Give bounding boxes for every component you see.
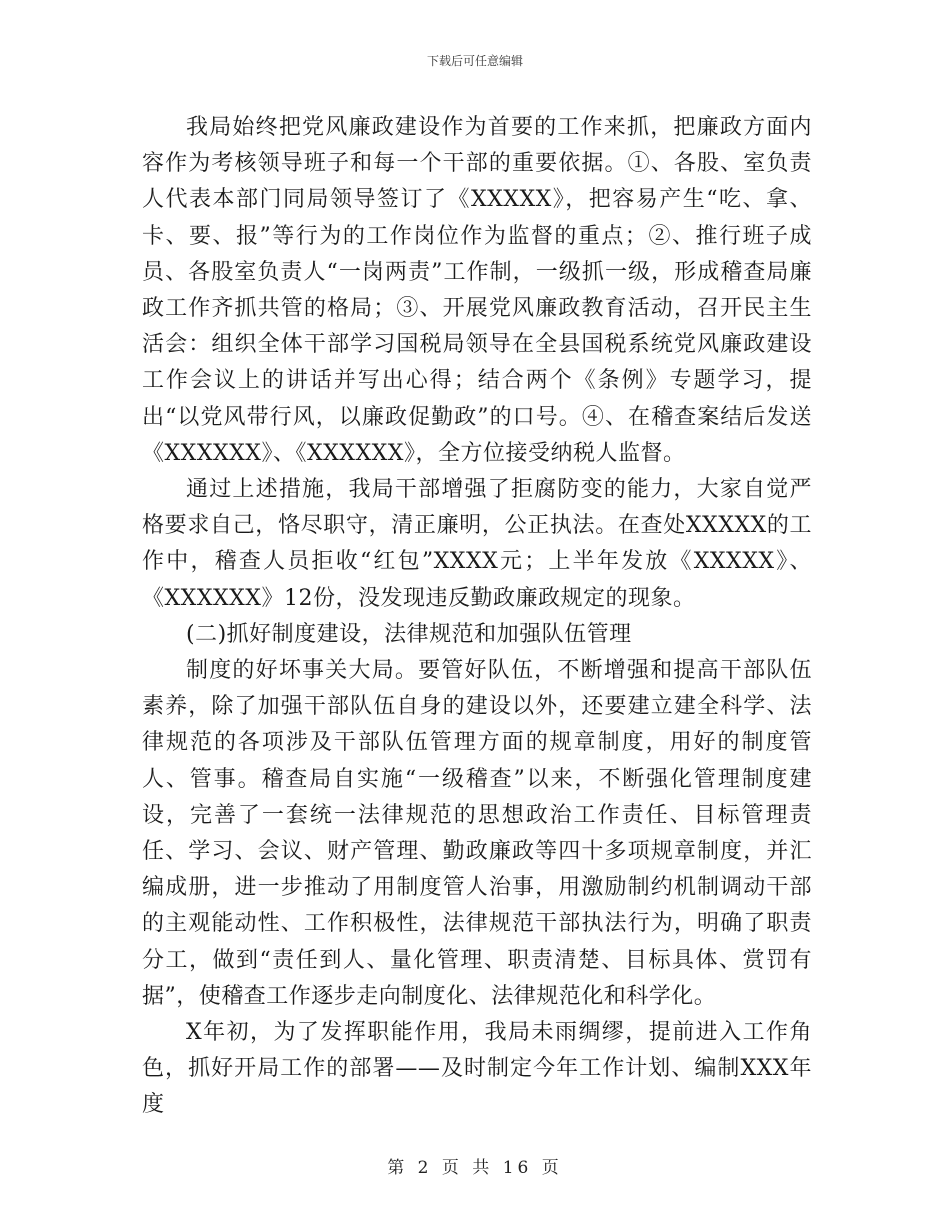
- document-body: [142, 110, 812, 1124]
- page-header-note: 下载后可任意编辑: [426, 54, 523, 68]
- section-heading-system-building: (二)抓好制度建设，法律规范和加强队伍管理: [186, 621, 632, 647]
- paragraph-system-building: 制度的好坏事关大局。要管好队伍，不断增强和提高干部队伍素养，除了加强干部队伍自身的建设以外，还要建立建全科学、法律规范的各项涉及干部队伍管理方面的规章制度，用好的制度管人、管事。稽查局自实施“一级稽查”以来，不断强化管理制度建设，完善了一套统一法律规范的思想政治工作责任、目标管理责任、学习、会议、财产管理、勤政廉政等四十多项规章制度，并汇编成册，进一步推动了用制度管人治事，用激励制约机制调动干部的主观能动性、工作积极性，法律规范干部执法行为，明确了职责分工，做到“责任到人、量化管理、职责清楚、目标具体、赏罚有据”，使稽查工作逐步走向制度化、法律规范化和科学化。: [142, 658, 812, 1009]
- paragraph-results: 通过上述措施，我局干部增强了拒腐防变的能力，大家自觉严格要求自己，恪尽职守，清正廉明，公正执法。在查处XXXXX的工作中，稽查人员拒收“红包”XXXX元；上半年发放《XXXXX》、《XXXXXX》12份，没发现违反勤政廉政规定的现象。: [142, 477, 812, 611]
- paragraph-integrity-measures: 我局始终把党风廉政建设作为首要的工作来抓，把廉政方面内容作为考核领导班子和每一个干部的重要依据。①、各股、室负责人代表本部门同局领导签订了《XXXXX》，把容易产生“吃、拿、卡、要、报”等行为的工作岗位作为监督的重点；②、推行班子成员、各股室负责人“一岗两责”工作制，一级抓一级，形成稽查局廉政工作齐抓共管的格局；③、开展党风廉政教育活动，召开民主生活会：组织全体干部学习国税局领导在全县国税系统党风廉政建设工作会议上的讲话并写出心得；结合两个《条例》专题学习，提出“以党风带行风，以廉政促勤政”的口号。④、在稽查案结后发送《XXXXXX》、《XXXXXX》，全方位接受纳税人监督。: [142, 115, 812, 466]
- page-number-footer: 第 2 页 共 16 页: [387, 1158, 563, 1178]
- paragraph-year-start: X年初，为了发挥职能作用，我局未雨绸缪，提前进入工作角色，抓好开局工作的部署——及时制定今年工作计划、编制XXX年度: [142, 1020, 812, 1118]
